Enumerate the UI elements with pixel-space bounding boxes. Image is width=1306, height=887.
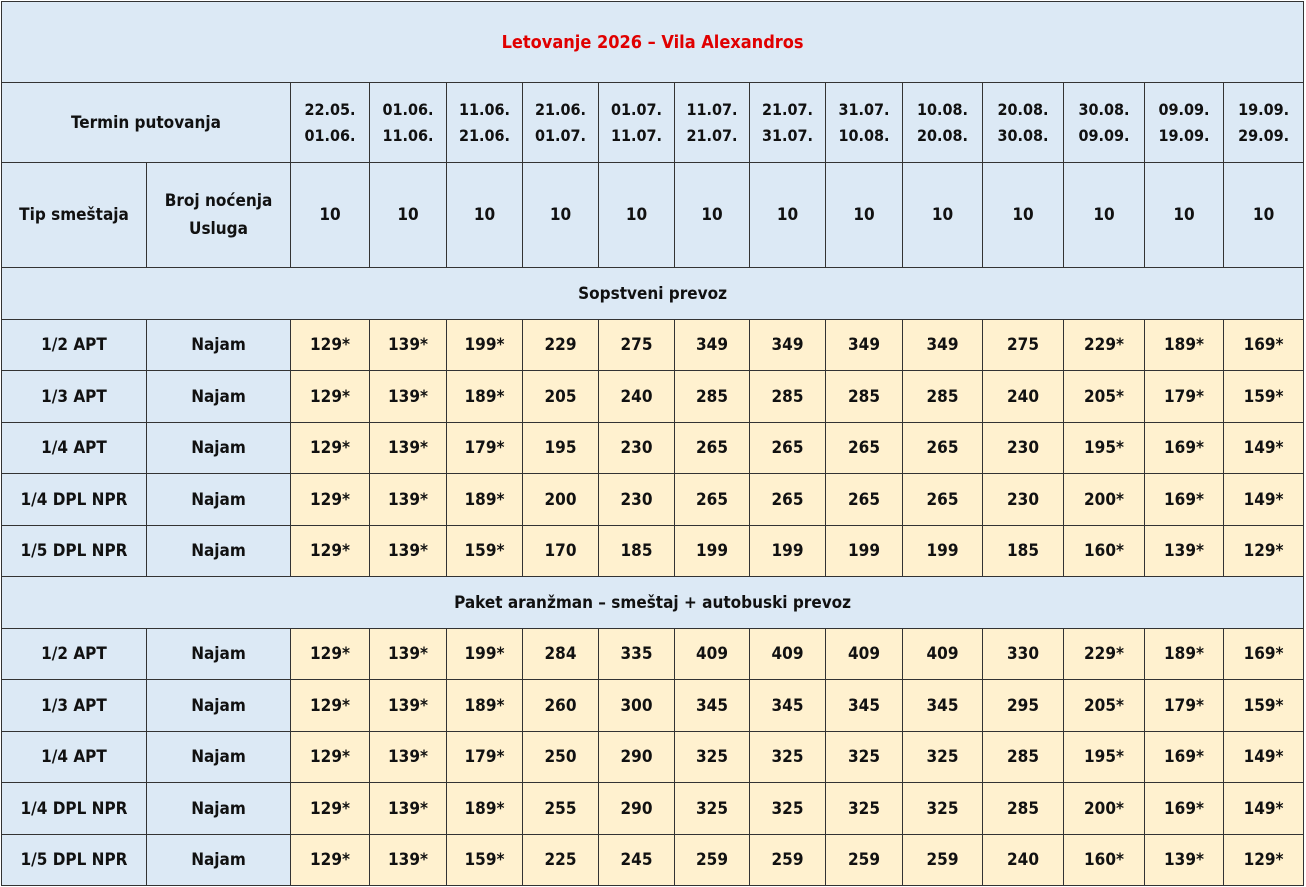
service-type: Najam <box>147 732 291 783</box>
service-type: Najam <box>147 680 291 732</box>
price-cell: 139* <box>370 474 447 526</box>
price-cell: 345 <box>750 680 826 732</box>
price-cell: 240 <box>983 835 1064 886</box>
service-type: Najam <box>147 371 291 423</box>
price-cell: 160* <box>1064 835 1145 886</box>
price-cell: 189* <box>447 783 523 835</box>
nights-value: 10 <box>523 163 599 268</box>
table-row <box>2 732 1304 783</box>
term-date-to: 20.08. <box>917 125 968 145</box>
price-cell: 205 <box>523 371 599 423</box>
price-cell: 139* <box>1145 526 1224 577</box>
price-cell: 149* <box>1224 423 1304 474</box>
price-cell: 169* <box>1145 474 1224 526</box>
accommodation-type-label: Tip smeštaja <box>2 163 147 268</box>
nights-label: Broj noćenja <box>164 191 273 211</box>
price-cell: 290 <box>599 783 675 835</box>
price-cell: 129* <box>291 629 370 680</box>
price-cell: 169* <box>1145 783 1224 835</box>
price-cell: 325 <box>675 783 750 835</box>
price-cell: 179* <box>1145 371 1224 423</box>
service-type: Najam <box>147 629 291 680</box>
price-cell: 295 <box>983 680 1064 732</box>
accommodation-type: 1/3 APT <box>2 371 147 423</box>
price-cell: 325 <box>903 783 983 835</box>
price-cell: 285 <box>983 783 1064 835</box>
price-cell: 345 <box>675 680 750 732</box>
term-date-from: 31.07. <box>838 99 890 119</box>
price-cell: 139* <box>370 629 447 680</box>
price-cell: 189* <box>1145 320 1224 371</box>
term-date-to: 21.07. <box>686 125 738 145</box>
nights-value: 10 <box>826 163 903 268</box>
term-date-from: 11.07. <box>686 99 738 119</box>
price-cell: 189* <box>447 371 523 423</box>
price-cell: 230 <box>983 474 1064 526</box>
price-cell: 300 <box>599 680 675 732</box>
price-cell: 325 <box>826 783 903 835</box>
price-cell: 230 <box>599 474 675 526</box>
table-row <box>2 320 1304 371</box>
price-cell: 285 <box>826 371 903 423</box>
price-cell: 349 <box>675 320 750 371</box>
price-cell: 129* <box>291 371 370 423</box>
price-cell: 139* <box>370 320 447 371</box>
term-date-cell <box>1145 83 1224 163</box>
table-title: Letovanje 2026 – Vila Alexandros <box>2 2 1304 83</box>
price-cell: 189* <box>447 474 523 526</box>
accommodation-type: 1/5 DPL NPR <box>2 526 147 577</box>
price-cell: 409 <box>750 629 826 680</box>
accommodation-type: 1/2 APT <box>2 320 147 371</box>
section-title: Paket aranžman – smeštaj + autobuski prevoz <box>2 577 1304 629</box>
price-cell: 189* <box>447 680 523 732</box>
service-type: Najam <box>147 526 291 577</box>
price-cell: 169* <box>1145 423 1224 474</box>
term-date-from: 11.06. <box>459 99 510 119</box>
term-date-to: 11.07. <box>611 125 662 145</box>
accommodation-type: 1/4 DPL NPR <box>2 474 147 526</box>
price-cell: 159* <box>447 835 523 886</box>
price-cell: 335 <box>599 629 675 680</box>
term-date-from: 10.08. <box>917 99 968 119</box>
price-cell: 139* <box>1145 835 1224 886</box>
price-cell: 199 <box>903 526 983 577</box>
price-cell: 409 <box>903 629 983 680</box>
term-date-from: 09.09. <box>1158 99 1210 119</box>
nights-value: 10 <box>370 163 447 268</box>
price-cell: 199* <box>447 629 523 680</box>
price-cell: 159* <box>1224 680 1304 732</box>
nights-value: 10 <box>1145 163 1224 268</box>
price-cell: 325 <box>903 732 983 783</box>
price-cell: 169* <box>1224 320 1304 371</box>
section-header-row <box>2 268 1304 320</box>
price-cell: 160* <box>1064 526 1145 577</box>
term-date-to: 29.09. <box>1238 125 1290 145</box>
accommodation-type: 1/3 APT <box>2 680 147 732</box>
accommodation-type: 1/2 APT <box>2 629 147 680</box>
price-cell: 149* <box>1224 732 1304 783</box>
service-label: Usluga <box>189 219 248 239</box>
price-cell: 129* <box>291 732 370 783</box>
price-table <box>1 1 1304 886</box>
term-date-from: 01.07. <box>611 99 662 119</box>
price-cell: 200* <box>1064 783 1145 835</box>
term-date-cell <box>1064 83 1145 163</box>
term-date-cell <box>291 83 370 163</box>
section-header-row <box>2 577 1304 629</box>
price-cell: 325 <box>750 732 826 783</box>
term-date-cell <box>903 83 983 163</box>
price-cell: 240 <box>599 371 675 423</box>
price-cell: 265 <box>826 474 903 526</box>
price-cell: 245 <box>599 835 675 886</box>
term-date-from: 22.05. <box>304 99 356 119</box>
table-row <box>2 423 1304 474</box>
price-cell: 285 <box>983 732 1064 783</box>
term-date-from: 19.09. <box>1238 99 1290 119</box>
term-date-to: 01.07. <box>535 125 586 145</box>
nights-value: 10 <box>983 163 1064 268</box>
price-cell: 195* <box>1064 423 1145 474</box>
price-cell: 259 <box>675 835 750 886</box>
price-cell: 185 <box>599 526 675 577</box>
price-cell: 290 <box>599 732 675 783</box>
nights-value: 10 <box>675 163 750 268</box>
price-cell: 159* <box>1224 371 1304 423</box>
price-cell: 199 <box>826 526 903 577</box>
term-date-cell <box>750 83 826 163</box>
price-cell: 230 <box>599 423 675 474</box>
term-date-cell <box>447 83 523 163</box>
term-date-cell <box>599 83 675 163</box>
table-row <box>2 371 1304 423</box>
price-cell: 409 <box>675 629 750 680</box>
table-row <box>2 526 1304 577</box>
accommodation-type: 1/5 DPL NPR <box>2 835 147 886</box>
term-date-to: 09.09. <box>1078 125 1130 145</box>
price-cell: 259 <box>750 835 826 886</box>
price-cell: 325 <box>826 732 903 783</box>
price-cell: 129* <box>291 320 370 371</box>
price-cell: 265 <box>750 423 826 474</box>
nights-value: 10 <box>903 163 983 268</box>
service-type: Najam <box>147 423 291 474</box>
term-date-from: 01.06. <box>382 99 434 119</box>
nights-value: 10 <box>1224 163 1304 268</box>
term-date-from: 21.06. <box>535 99 586 119</box>
price-cell: 349 <box>826 320 903 371</box>
price-cell: 195 <box>523 423 599 474</box>
price-cell: 179* <box>447 423 523 474</box>
price-cell: 200* <box>1064 474 1145 526</box>
price-cell: 139* <box>370 423 447 474</box>
table-row <box>2 835 1304 886</box>
section-title: Sopstveni prevoz <box>2 268 1304 320</box>
term-date-to: 30.08. <box>997 125 1049 145</box>
term-date-cell <box>675 83 750 163</box>
price-cell: 265 <box>903 474 983 526</box>
price-cell: 169* <box>1224 629 1304 680</box>
price-cell: 330 <box>983 629 1064 680</box>
term-date-to: 21.06. <box>459 125 510 145</box>
price-cell: 349 <box>750 320 826 371</box>
price-cell: 189* <box>1145 629 1224 680</box>
term-label: Termin putovanja <box>2 83 291 163</box>
table-row <box>2 783 1304 835</box>
price-cell: 149* <box>1224 783 1304 835</box>
term-date-to: 11.06. <box>382 125 434 145</box>
price-cell: 265 <box>675 474 750 526</box>
price-cell: 139* <box>370 835 447 886</box>
service-type: Najam <box>147 320 291 371</box>
term-date-cell <box>370 83 447 163</box>
price-cell: 265 <box>826 423 903 474</box>
price-cell: 129* <box>291 423 370 474</box>
accommodation-type: 1/4 APT <box>2 423 147 474</box>
nights-row <box>2 163 1304 268</box>
nights-value: 10 <box>291 163 370 268</box>
term-date-cell <box>1224 83 1304 163</box>
price-cell: 200 <box>523 474 599 526</box>
price-cell: 285 <box>750 371 826 423</box>
price-cell: 325 <box>750 783 826 835</box>
term-date-to: 19.09. <box>1158 125 1210 145</box>
price-cell: 250 <box>523 732 599 783</box>
title-row <box>2 2 1304 83</box>
price-cell: 139* <box>370 371 447 423</box>
term-date-cell <box>826 83 903 163</box>
price-cell: 285 <box>675 371 750 423</box>
price-cell: 195* <box>1064 732 1145 783</box>
price-cell: 159* <box>447 526 523 577</box>
term-date-cell <box>983 83 1064 163</box>
price-cell: 275 <box>599 320 675 371</box>
table-row <box>2 474 1304 526</box>
price-cell: 345 <box>903 680 983 732</box>
term-dates-row <box>2 83 1304 163</box>
price-cell: 265 <box>675 423 750 474</box>
price-cell: 229* <box>1064 320 1145 371</box>
service-type: Najam <box>147 474 291 526</box>
price-cell: 149* <box>1224 474 1304 526</box>
price-cell: 139* <box>370 783 447 835</box>
price-cell: 229 <box>523 320 599 371</box>
table-row <box>2 629 1304 680</box>
price-cell: 199* <box>447 320 523 371</box>
price-cell: 179* <box>447 732 523 783</box>
price-cell: 185 <box>983 526 1064 577</box>
price-cell: 179* <box>1145 680 1224 732</box>
price-cell: 169* <box>1145 732 1224 783</box>
price-cell: 285 <box>903 371 983 423</box>
price-cell: 325 <box>675 732 750 783</box>
term-date-to: 01.06. <box>304 125 356 145</box>
price-cell: 129* <box>291 783 370 835</box>
price-cell: 129* <box>291 474 370 526</box>
price-cell: 260 <box>523 680 599 732</box>
nights-value: 10 <box>1064 163 1145 268</box>
nights-value: 10 <box>599 163 675 268</box>
price-cell: 284 <box>523 629 599 680</box>
price-cell: 205* <box>1064 371 1145 423</box>
price-cell: 259 <box>903 835 983 886</box>
price-cell: 199 <box>675 526 750 577</box>
accommodation-type: 1/4 DPL NPR <box>2 783 147 835</box>
price-cell: 129* <box>291 526 370 577</box>
term-date-to: 31.07. <box>762 125 813 145</box>
price-cell: 230 <box>983 423 1064 474</box>
service-type: Najam <box>147 835 291 886</box>
term-date-from: 30.08. <box>1078 99 1130 119</box>
price-cell: 129* <box>291 680 370 732</box>
nights-service-label <box>147 163 291 268</box>
term-date-to: 10.08. <box>838 125 890 145</box>
price-cell: 349 <box>903 320 983 371</box>
term-date-cell <box>523 83 599 163</box>
price-cell: 139* <box>370 732 447 783</box>
nights-value: 10 <box>750 163 826 268</box>
price-cell: 170 <box>523 526 599 577</box>
price-cell: 275 <box>983 320 1064 371</box>
price-cell: 139* <box>370 526 447 577</box>
price-cell: 409 <box>826 629 903 680</box>
price-cell: 255 <box>523 783 599 835</box>
price-cell: 199 <box>750 526 826 577</box>
term-date-from: 20.08. <box>997 99 1049 119</box>
table-row <box>2 680 1304 732</box>
price-cell: 139* <box>370 680 447 732</box>
price-cell: 265 <box>750 474 826 526</box>
nights-value: 10 <box>447 163 523 268</box>
service-type: Najam <box>147 783 291 835</box>
price-cell: 229* <box>1064 629 1145 680</box>
price-cell: 129* <box>1224 835 1304 886</box>
price-cell: 205* <box>1064 680 1145 732</box>
term-date-from: 21.07. <box>762 99 813 119</box>
price-cell: 240 <box>983 371 1064 423</box>
price-cell: 265 <box>903 423 983 474</box>
price-cell: 345 <box>826 680 903 732</box>
price-cell: 225 <box>523 835 599 886</box>
price-cell: 129* <box>291 835 370 886</box>
accommodation-type: 1/4 APT <box>2 732 147 783</box>
price-cell: 259 <box>826 835 903 886</box>
price-cell: 129* <box>1224 526 1304 577</box>
